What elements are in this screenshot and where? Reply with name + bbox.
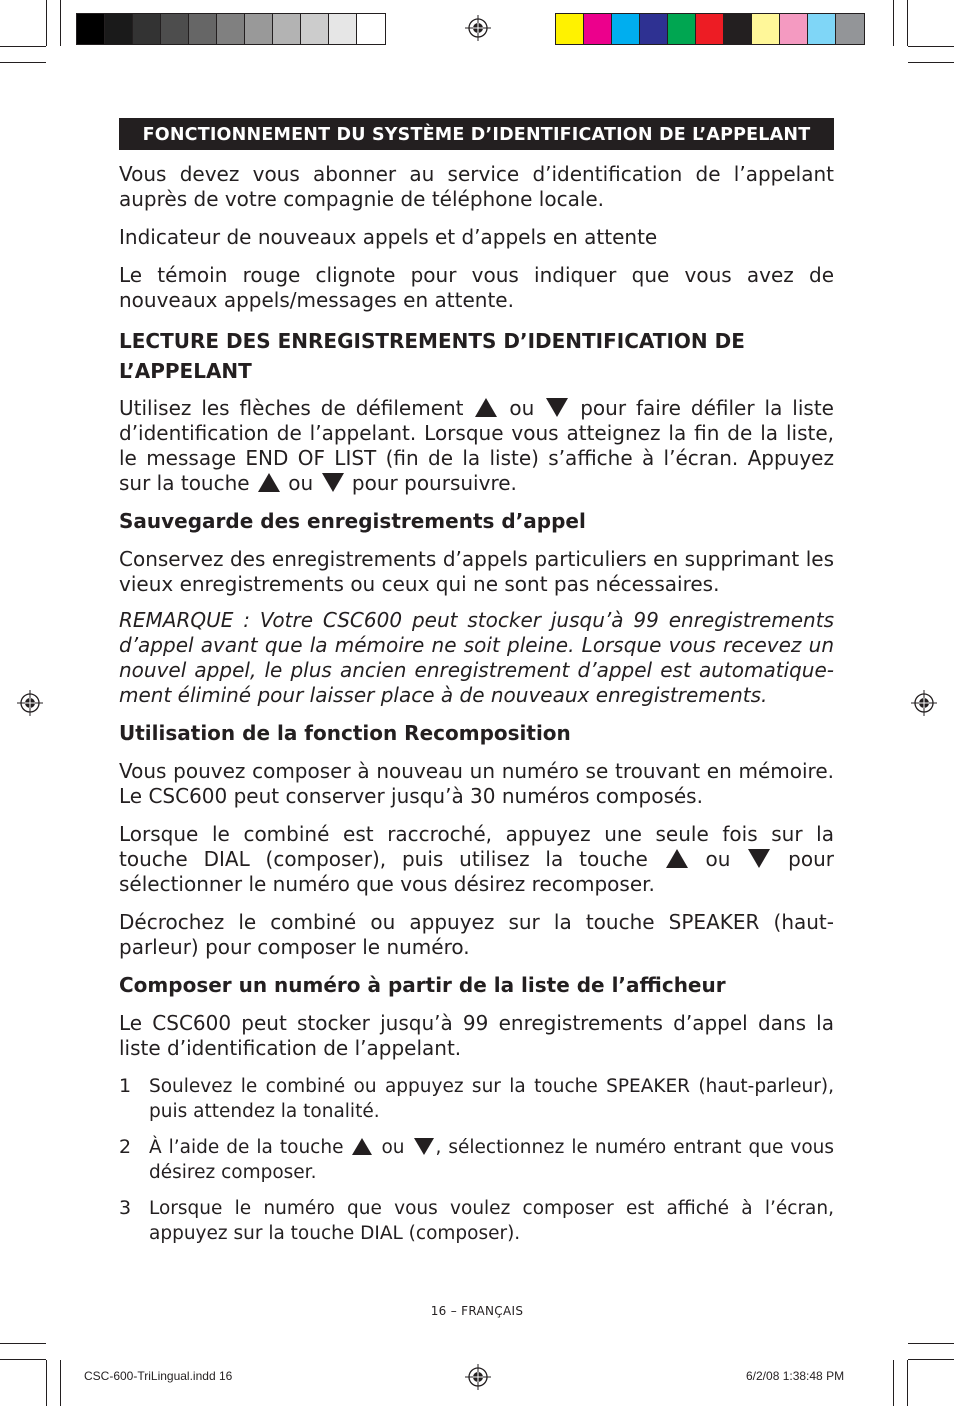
color-swatch <box>329 14 357 44</box>
indicator-paragraph: Le témoin rouge clignote pour vous indiquer que vous avez de nouveaux appels/messages en attente. <box>119 263 834 312</box>
saving-note: REMARQUE : Votre CSC600 peut stocker jusqu’à 99 enregistrements d’appel avant que la mémoire ne soit pleine. Lorsque vous recevez un nouvel appel, le plus ancien enregistrement d’appel est automatique- ment éliminé pour laisser place à de nouveaux enregistrements. <box>119 608 834 707</box>
color-bar <box>555 13 865 45</box>
registration-mark-icon <box>911 690 937 716</box>
color-swatch <box>357 14 385 44</box>
color-swatch <box>189 14 217 44</box>
crop-mark <box>60 0 61 46</box>
color-swatch <box>612 14 640 44</box>
color-swatch <box>301 14 329 44</box>
color-swatch <box>640 14 668 44</box>
page-number: 16 – FRANÇAIS <box>430 1304 524 1318</box>
file-slug: CSC-600-TriLingual.indd 16 <box>84 1369 233 1383</box>
color-swatch <box>77 14 105 44</box>
color-swatch <box>696 14 724 44</box>
color-swatch <box>808 14 836 44</box>
crop-mark <box>46 1360 47 1406</box>
color-swatch <box>584 14 612 44</box>
intro-paragraph: Vous devez vous abonner au service d’identification de l’appelant auprès de votre compagnie de téléphone locale. <box>119 162 834 211</box>
down-arrow-icon <box>546 398 568 417</box>
redial-heading: Utilisation de la fonction Recomposition <box>119 721 571 745</box>
color-swatch <box>724 14 752 44</box>
registration-mark-icon <box>17 690 43 716</box>
color-swatch <box>133 14 161 44</box>
crop-mark <box>907 0 908 46</box>
color-swatch <box>752 14 780 44</box>
color-swatch <box>836 14 864 44</box>
up-arrow-icon <box>666 849 688 868</box>
section-banner: FONCTIONNEMENT DU SYSTÈME D’IDENTIFICATION DE L’APPELANT <box>119 118 834 150</box>
list-item: 3 Lorsque le numéro que vous voulez composer est affiché à l’écran, appuyez sur la touche DIAL (composer). <box>119 1197 834 1244</box>
crop-mark <box>908 1359 954 1360</box>
down-arrow-icon <box>414 1138 434 1155</box>
list-item: 1 Soulevez le combiné ou appuyez sur la touche SPEAKER (haut-parleur), puis attendez la tonalité. <box>119 1075 834 1122</box>
indicator-title: Indicateur de nouveaux appels et d’appels en attente <box>119 225 658 249</box>
down-arrow-icon <box>748 849 770 868</box>
color-swatch <box>780 14 808 44</box>
crop-mark <box>893 0 894 46</box>
color-swatch <box>245 14 273 44</box>
crop-mark <box>0 62 46 63</box>
redial-instructions: Lorsque le combiné est raccroché, appuyez une seule fois sur la touche DIAL (composer), puis utilisez la touche ou pour sélectionner le numéro que vous désirez recomposer. <box>119 822 834 896</box>
color-swatch <box>273 14 301 44</box>
crop-mark <box>0 46 46 47</box>
reading-paragraph: Utilisez les flèches de défilement ou pour faire défiler la liste d’identification de l’appelant. Lorsque vous atteignez la fin de la liste, le message END OF LIST (fin de la liste) s’affiche à l’écran. Appuyez sur la touche ou pour poursuivre. <box>119 396 834 495</box>
down-arrow-icon <box>322 473 344 492</box>
list-item: 2 À l’aide de la touche ou , sélectionnez le numéro entrant que vous désirez composer. <box>119 1136 834 1183</box>
crop-mark <box>908 62 954 63</box>
redial-paragraph: Vous pouvez composer à nouveau un numéro se trouvant en mémoire. Le CSC600 peut conserver jusqu’à 30 numéros composés. <box>119 759 834 808</box>
up-arrow-icon <box>258 473 280 492</box>
crop-mark <box>908 46 954 47</box>
crop-mark <box>46 0 47 46</box>
page-content <box>119 118 834 1257</box>
crop-mark <box>60 1360 61 1406</box>
color-swatch <box>161 14 189 44</box>
color-swatch <box>556 14 584 44</box>
saving-heading: Sauvegarde des enregistrements d’appel <box>119 509 586 533</box>
crop-mark <box>0 1343 46 1344</box>
color-swatch <box>668 14 696 44</box>
color-swatch <box>217 14 245 44</box>
crop-mark <box>908 1343 954 1344</box>
crop-mark <box>893 1360 894 1406</box>
saving-paragraph: Conservez des enregistrements d’appels particuliers en supprimant les vieux enregistrements ou ceux qui ne sont pas nécessaires. <box>119 547 834 596</box>
dial-steps <box>119 1074 834 1246</box>
grayscale-bar <box>76 13 386 45</box>
crop-mark <box>0 1359 46 1360</box>
color-swatch <box>105 14 133 44</box>
up-arrow-icon <box>475 398 497 417</box>
crop-mark <box>907 1360 908 1406</box>
up-arrow-icon <box>352 1138 372 1155</box>
registration-mark-icon <box>465 15 491 41</box>
reading-heading: LECTURE DES ENREGISTREMENTS D’IDENTIFICATION DE L’APPELANT <box>119 329 745 383</box>
registration-mark-icon <box>465 1364 491 1390</box>
date-slug: 6/2/08 1:38:48 PM <box>746 1369 845 1383</box>
dial-paragraph: Le CSC600 peut stocker jusqu’à 99 enregistrements d’appel dans la liste d’identification de l’appelant. <box>119 1011 834 1060</box>
redial-speaker-paragraph: Décrochez le combiné ou appuyez sur la touche SPEAKER (haut-parleur) pour composer le numéro. <box>119 910 834 959</box>
dial-heading: Composer un numéro à partir de la liste de l’afficheur <box>119 973 726 997</box>
